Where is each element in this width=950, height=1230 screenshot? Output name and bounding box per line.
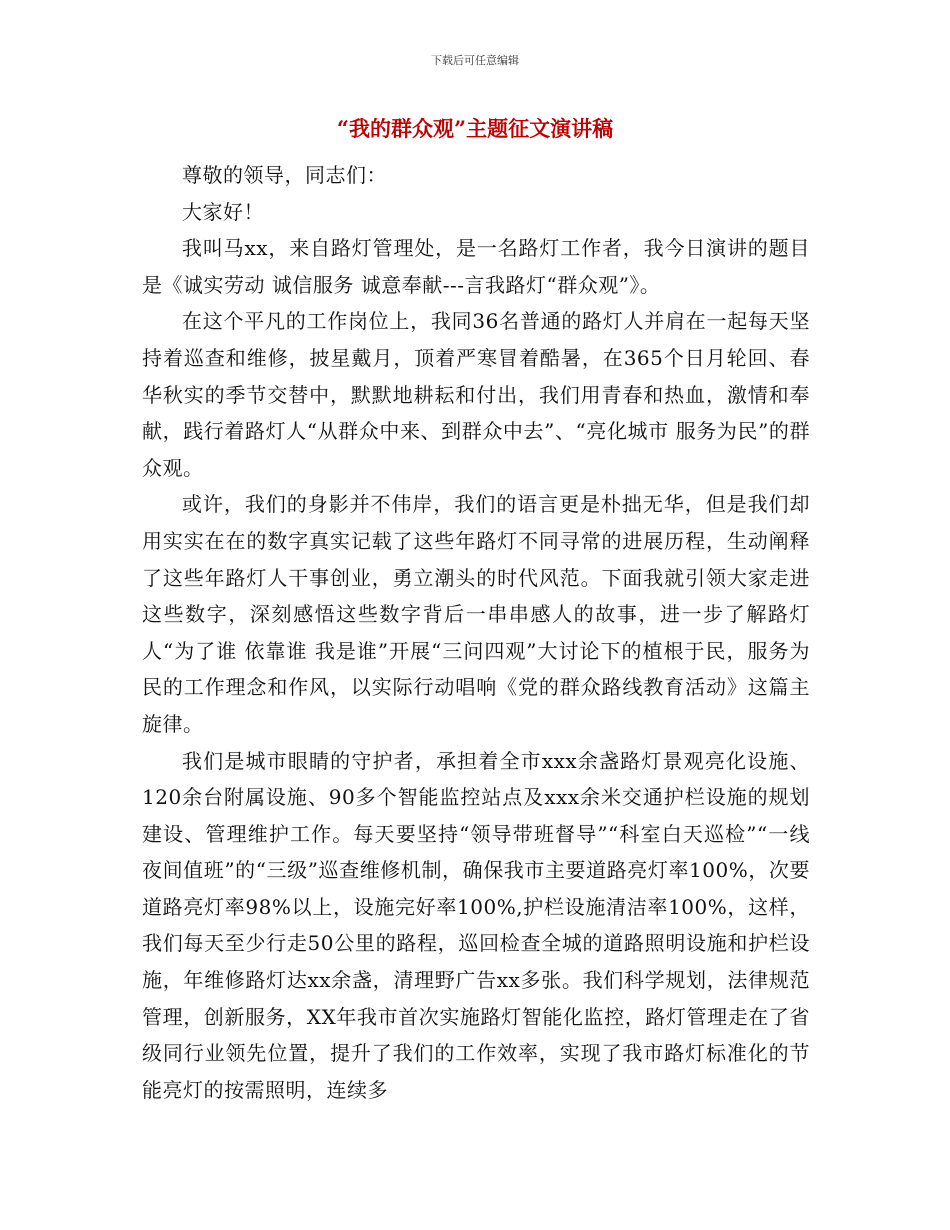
document-body — [142, 157, 810, 1108]
body-paragraph: 我们是城市眼睛的守护者，承担着全市xxx余盏路灯景观亮化设施、120余台附属设施、90多个智能监控站点及xxx余米交通护栏设施的规划建设、管理维护工作。每天要坚持“领导带班督导”“科室白天巡检”“一线夜间值班”的“三级”巡查维修机制，确保我市主要道路亮灯率100%，次要道路亮灯率98%以上，设施完好率100%,护栏设施清洁率100%，这样，我们每天至少行走50公里的路程，巡回检查全城的道路照明设施和护栏设施，年维修路灯达xx余盏，清理野广告xx多张。我们科学规划，法律规范管理，创新服务，XX年我市首次实施路灯智能化监控，路灯管理走在了省级同行业领先位置，提升了我们的工作效率，实现了我市路灯标准化的节能亮灯的按需照明，连续多 — [142, 748, 810, 1102]
body-paragraph: 在这个平凡的工作岗位上，我同36名普通的路灯人并肩在一起每天坚持着巡查和维修，披星戴月，顶着严寒冒着酷暑，在365个日月轮回、春华秋实的季节交替中，默默地耕耘和付出，我们用青春和热血，激情和奉献，践行着路灯人“从群众中来、到群众中去”、“亮化城市 服务为民”的群众观。 — [142, 309, 810, 480]
document-title: “我的群众观”主题征文演讲稿 — [336, 116, 614, 141]
body-paragraph: 或许，我们的身影并不伟岸，我们的语言更是朴拙无华，但是我们却用实实在在的数字真实记载了这些年路灯不同寻常的进展历程，生动阐释了这些年路灯人干事创业，勇立潮头的时代风范。下面我就引领大家走进这些数字，深刻感悟这些数字背后一串串感人的故事，进一步了解路灯人“为了谁 依靠谁 我是谁”开展“三问四观”大讨论下的植根于民，服务为民的工作理念和作风，以实际行动唱响《党的群众路线教育活动》这篇主旋律。 — [142, 492, 810, 736]
greeting-paragraph: 大家好！ — [182, 199, 264, 224]
salutation-paragraph: 尊敬的领导，同志们： — [182, 163, 387, 187]
page-header-note: 下载后可任意编辑 — [431, 54, 519, 67]
intro-paragraph: 我叫马xx，来自路灯管理处，是一名路灯工作者，我今日演讲的题目是《诚实劳动 诚信服务 诚意奉献---言我路灯“群众观”》。 — [142, 236, 810, 297]
